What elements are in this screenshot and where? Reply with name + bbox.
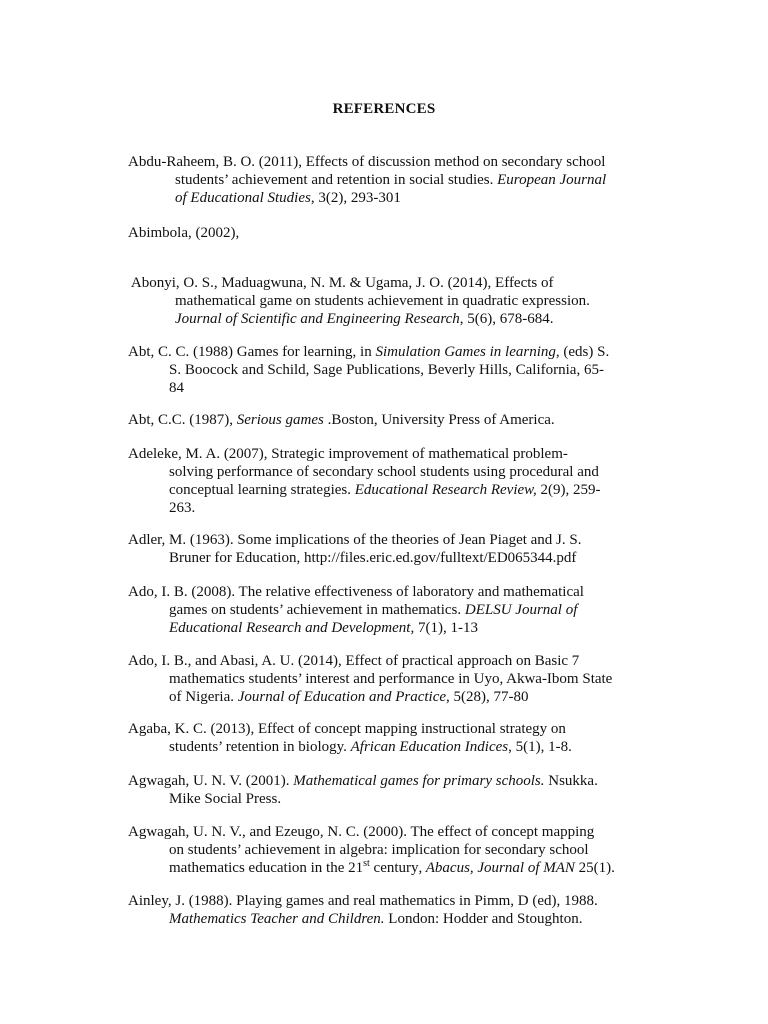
ref-line: games on students’ achievement in mathematics. DELSU Journal of	[169, 602, 578, 618]
ref-line: Abt, C. C. (1988) Games for learning, in Simulation Games in learning, (eds) S.	[128, 344, 610, 360]
ref-line: Adler, M. (1963). Some implications of the theories of Jean Piaget and J. S.	[128, 532, 582, 548]
reference-abt-1987	[128, 411, 676, 429]
ref-line: mathematics students’ interest and performance in Uyo, Akwa-Ibom State	[169, 671, 613, 687]
ref-line: Adeleke, M. A. (2007), Strategic improvement of mathematical problem-	[128, 446, 568, 462]
ref-line: S. Boocock and Schild, Sage Publications, Beverly Hills, California, 65-	[169, 362, 604, 378]
ref-line: on students’ achievement in algebra: implication for secondary school	[169, 842, 589, 858]
reference-abdu-raheem-2011	[128, 153, 676, 207]
reference-agaba-2013	[128, 720, 676, 756]
ref-line: Mathematics Teacher and Children. London: Hodder and Stoughton.	[169, 911, 583, 927]
ref-line: Educational Research and Development, 7(1), 1-13	[169, 620, 478, 636]
ref-line: 84	[169, 380, 184, 396]
ref-line: Bruner for Education, http://files.eric.ed.gov/fulltext/ED065344.pdf	[169, 550, 577, 566]
ref-line: Agwagah, U. N. V. (2001). Mathematical games for primary schools. Nsukka.	[128, 773, 598, 789]
ref-line: mathematical game on students achievement in quadratic expression.	[175, 293, 590, 309]
ref-line: Abimbola, (2002),	[128, 225, 240, 241]
ref-line: Abdu-Raheem, B. O. (2011), Effects of discussion method on secondary school	[128, 154, 606, 170]
ref-line: Ainley, J. (1988). Playing games and real mathematics in Pimm, D (ed), 1988.	[128, 893, 598, 909]
page-title: REFERENCES	[332, 101, 436, 117]
reference-adler-1963	[128, 531, 676, 567]
reference-agwagah-ezeugo-2000	[128, 823, 676, 877]
ref-line: mathematics education in the 21st century, Abacus, Journal of MAN 25(1).	[169, 858, 615, 876]
ref-line: 263.	[169, 500, 196, 516]
reference-agwagah-2001	[128, 772, 676, 808]
ref-line: Agwagah, U. N. V., and Ezeugo, N. C. (2000). The effect of concept mapping	[128, 824, 595, 840]
ref-line: Ado, I. B. (2008). The relative effectiveness of laboratory and mathematical	[128, 584, 584, 600]
ref-line: Journal of Scientific and Engineering Research, 5(6), 678-684.	[175, 311, 554, 327]
reference-ado-2008	[128, 583, 676, 637]
ref-line: Abt, C.C. (1987), Serious games .Boston, University Press of America.	[128, 412, 555, 428]
reference-abonyi-2014	[128, 274, 676, 328]
ref-line: Ado, I. B., and Abasi, A. U. (2014), Effect of practical approach on Basic 7	[128, 653, 580, 669]
ref-line: of Educational Studies, 3(2), 293-301	[175, 190, 401, 206]
reference-ainley-1988	[128, 892, 676, 928]
ref-line: Mike Social Press.	[169, 791, 282, 807]
reference-adeleke-2007	[128, 445, 676, 517]
ref-line: solving performance of secondary school students using procedural and	[169, 464, 599, 480]
ref-line: Abonyi, O. S., Maduagwuna, N. M. & Ugama, J. O. (2014), Effects of	[128, 275, 554, 291]
ref-line: students’ achievement and retention in social studies. European Journal	[175, 172, 607, 188]
ref-line: of Nigeria. Journal of Education and Practice, 5(28), 77-80	[169, 689, 529, 705]
ref-line: Agaba, K. C. (2013), Effect of concept mapping instructional strategy on	[128, 721, 566, 737]
ref-line: students’ retention in biology. African Education Indices, 5(1), 1-8.	[169, 739, 572, 755]
ref-line: conceptual learning strategies. Educational Research Review, 2(9), 259-	[169, 482, 601, 498]
reference-abimbola-2002	[128, 224, 676, 242]
reference-abt-1988	[128, 343, 676, 397]
reference-ado-abasi-2014	[128, 652, 676, 706]
